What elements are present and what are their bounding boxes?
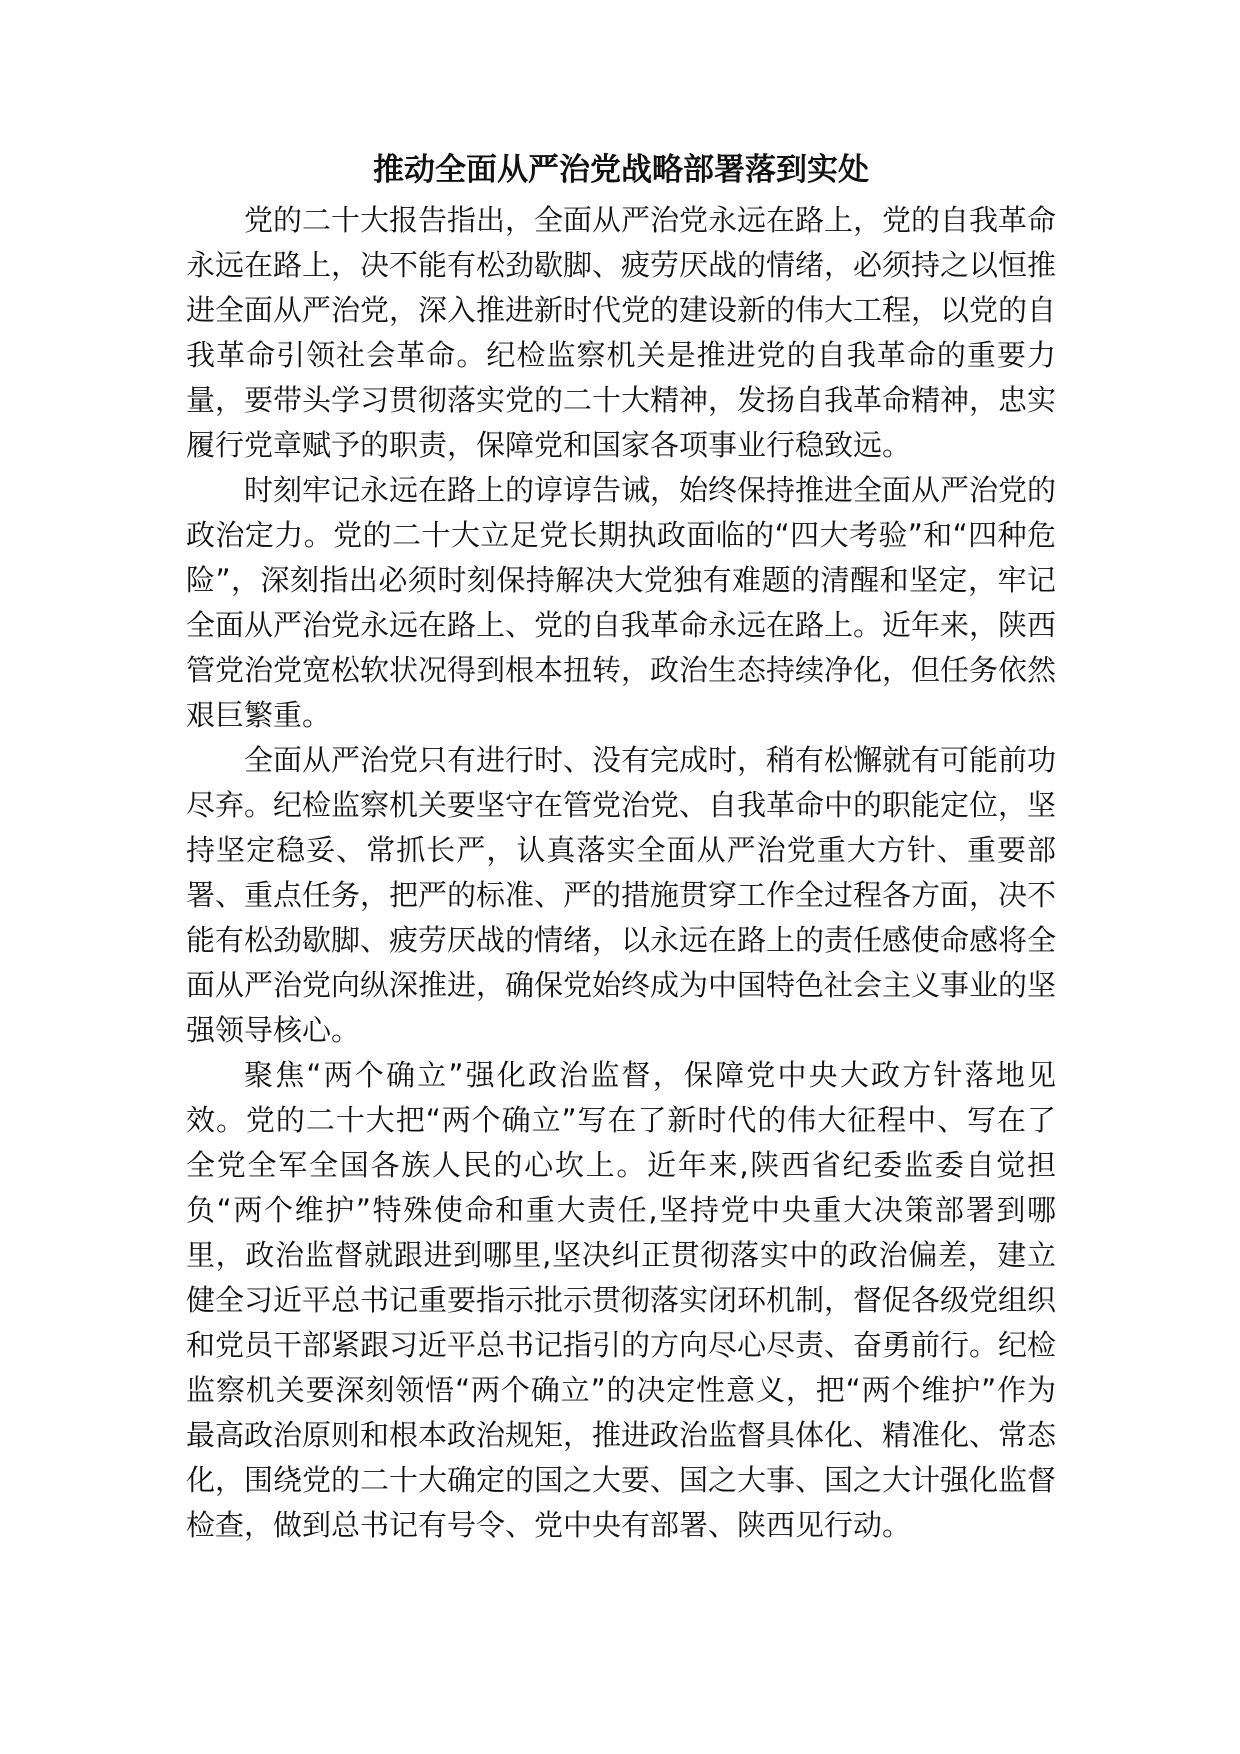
document-body bbox=[186, 148, 1056, 1548]
paragraph-1: 党的二十大报告指出，全面从严治党永远在路上，党的自我革命永远在路上，决不能有松劲歇脚、疲劳厌战的情绪，必须持之以恒推进全面从严治党，深入推进新时代党的建设新的伟大工程，以党的自我革命引领社会革命。纪检监察机关是推进党的自我革命的重要力量，要带头学习贯彻落实党的二十大精神，发扬自我革命精神，忠实履行党章赋予的职责，保障党和国家各项事业行稳致远。 bbox=[186, 203, 1057, 462]
paragraph-3: 全面从严治党只有进行时、没有完成时，稍有松懈就有可能前功尽弃。纪检监察机关要坚守在管党治党、自我革命中的职能定位，坚持坚定稳妥、常抓长严，认真落实全面从严治党重大方针、重要部署、重点任务，把严的标准、严的措施贯穿工作全过程各方面，决不能有松劲歇脚、疲劳厌战的情绪，以永远在路上的责任感使命感将全面从严治党向纵深推进，确保党始终成为中国特色社会主义事业的坚强领导核心。 bbox=[186, 743, 1057, 1047]
paragraph-4: 聚焦“两个确立”强化政治监督，保障党中央大政方针落地见效。党的二十大把“两个确立”写在了新时代的伟大征程中、写在了全党全军全国各族人民的心坎上。近年来,陕西省纪委监委自觉担负“两个维护”特殊使命和重大责任,坚持党中央重大决策部署到哪里，政治监督就跟进到哪里,坚决纠正贯彻落实中的政治偏差，建立健全习近平总书记重要指示批示贯彻落实闭环机制，督促各级党组织和党员干部紧跟习近平总书记指引的方向尽心尽责、奋勇前行。纪检监察机关要深刻领悟“两个确立”的决定性意义，把“两个维护”作为最高政治原则和根本政治规矩，推进政治监督具体化、精准化、常态化，围绕党的二十大确定的国之大要、国之大事、国之大计强化监督检查，做到总书记有号令、党中央有部署、陕西见行动。 bbox=[186, 1058, 1057, 1542]
document-title: 推动全面从严治党战略部署落到实处 bbox=[373, 152, 869, 188]
paragraph-2: 时刻牢记永远在路上的谆谆告诫，始终保持推进全面从严治党的政治定力。党的二十大立足党长期执政面临的“四大考验”和“四种危险”，深刻指出必须时刻保持解决大党独有难题的清醒和坚定，牢记全面从严治党永远在路上、党的自我革命永远在路上。近年来，陕西管党治党宽松软状况得到根本扭转，政治生态持续净化，但任务依然艰巨繁重。 bbox=[186, 473, 1057, 732]
